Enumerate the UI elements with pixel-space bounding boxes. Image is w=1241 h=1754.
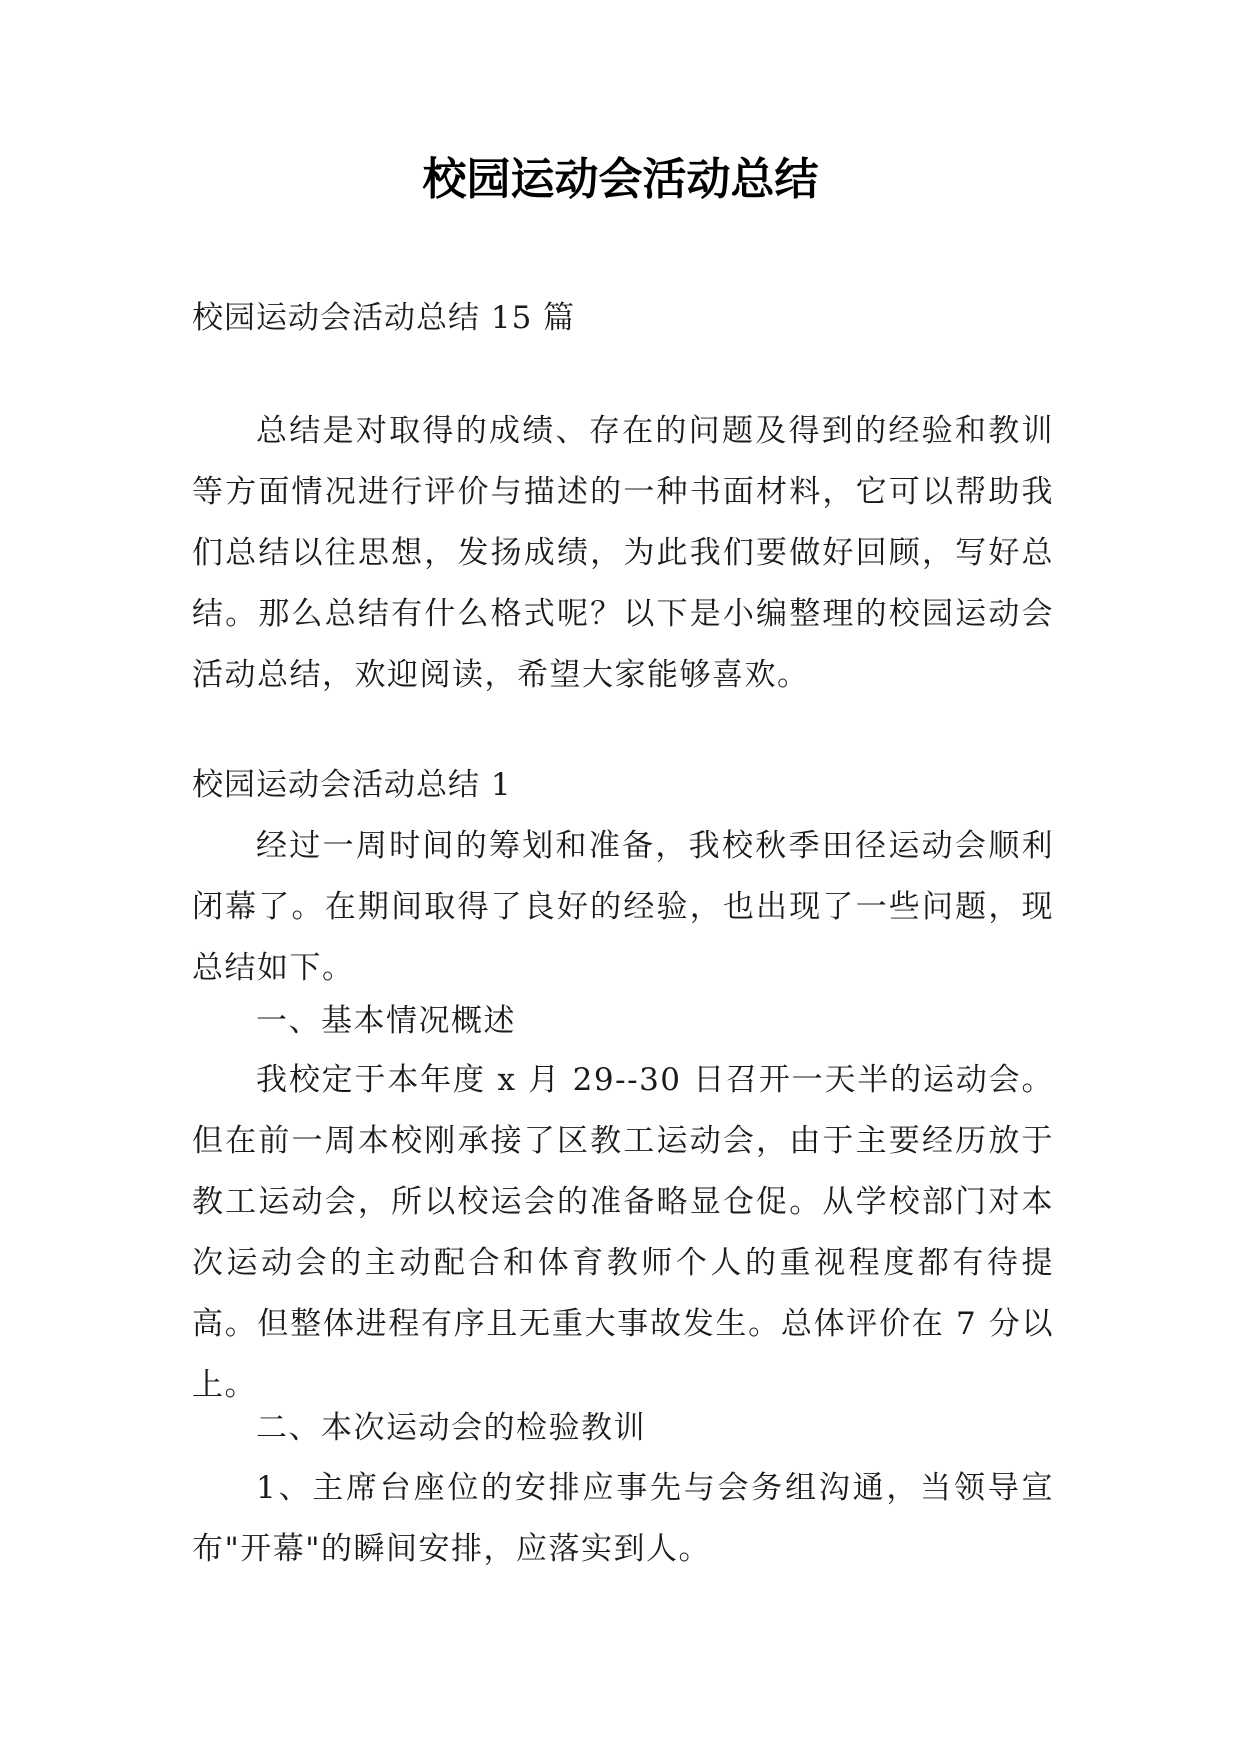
section-heading: 校园运动会活动总结 1: [192, 767, 512, 803]
intro-paragraph: 总结是对取得的成绩、存在的问题及得到的经验和教训等方面情况进行评价与描述的一种书面材料，它可以帮助我们总结以往思想，发扬成绩，为此我们要做好回顾，写好总结。那么总结有什么格式呢？以下是小编整理的校园运动会活动总结，欢迎阅读，希望大家能够喜欢。: [192, 413, 1054, 693]
paragraph: 我校定于本年度 x 月 29--30 日召开一天半的运动会。但在前一周本校刚承接了区教工运动会，由于主要经历放于教工运动会，所以校运会的准备略显仓促。从学校部门对本次运动会的主动配合和体育教师个人的重视程度都有待提高。但整体进程有序且无重大事故发生。总体评价在 7 分以上。: [192, 1062, 1054, 1403]
paragraph: 经过一周时间的筹划和准备，我校秋季田径运动会顺利闭幕了。在期间取得了良好的经验，也出现了一些问题，现总结如下。: [192, 828, 1054, 986]
document-title: 校园运动会活动总结: [422, 154, 819, 205]
document-subtitle: 校园运动会活动总结 15 篇: [192, 300, 576, 336]
subsection-heading: 一、基本情况概述: [256, 1003, 516, 1039]
subsection-heading: 二、本次运动会的检验教训: [256, 1410, 646, 1446]
paragraph: 1、主席台座位的安排应事先与会务组沟通，当领导宣布"开幕"的瞬间安排，应落实到人。: [192, 1470, 1054, 1567]
